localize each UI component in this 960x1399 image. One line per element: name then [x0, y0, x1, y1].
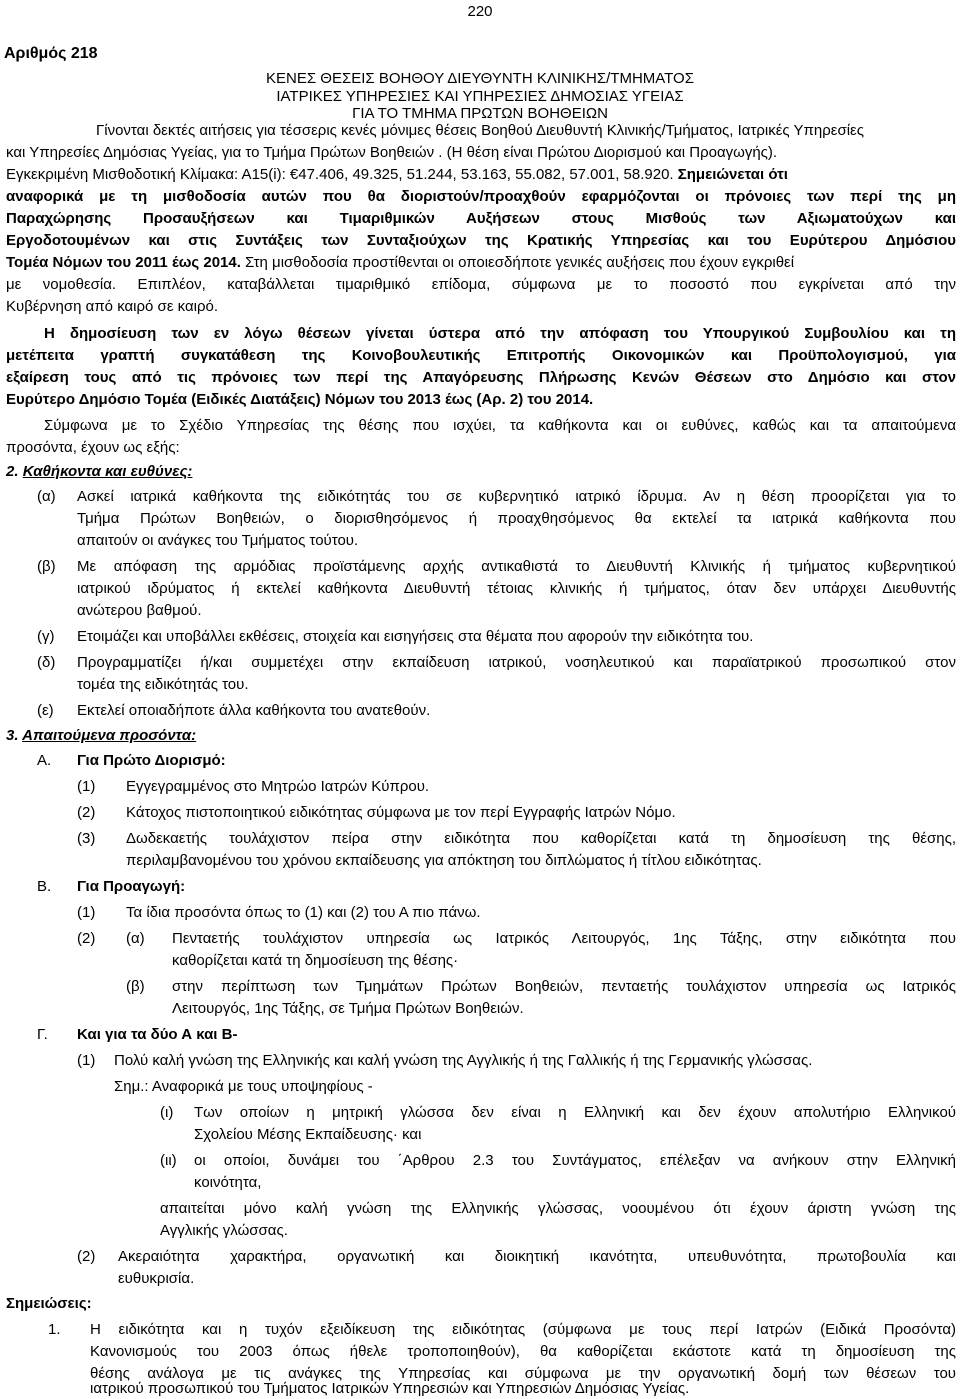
item-text: Των οποίων η μητρική γλώσσα δεν είναι η Ελληνική και δεν έχουν απολυτήριο Ελληνικού — [194, 1104, 956, 1121]
para1-line: Κυβέρνηση από καιρό σε καιρό. — [6, 298, 219, 315]
notice-title — [0, 70, 960, 123]
sub-marker: (ι) — [160, 1104, 174, 1121]
duty-marker: (α) — [37, 488, 56, 505]
item-text: Ακεραιότητα χαρακτήρα, οργανωτική και διοικητική ικανότητα, υπευθυνότητα, πρωτοβουλία και — [118, 1248, 956, 1265]
item-marker: (3) — [77, 830, 96, 847]
para1-line: Εγκεκριμένη Μισθοδοτική Κλίμακα: Α15(i): €47.406, 49.325, 51.244, 53.163, 55.082, 57.001, 58.920. Σημειώνεται ότι — [6, 166, 788, 183]
duty-text: Εκτελεί οποιαδήποτε άλλα καθήκοντα του ανατεθούν. — [77, 702, 431, 719]
duty-marker: (β) — [37, 558, 56, 575]
notice-number: Αριθμός 218 — [4, 45, 98, 62]
item-marker: (2) — [77, 930, 96, 947]
para3-line: προσόντα, έχουν ως εξής: — [6, 439, 180, 456]
item-text: Πενταετής τουλάχιστον υπηρεσία ως Ιατρικός Λειτουργός, 1ης Τάξης, στην ειδικότητα που — [172, 930, 956, 947]
note-marker: 1. — [48, 1321, 61, 1338]
duty-marker: (δ) — [37, 654, 56, 671]
title-line: ΚΕΝΕΣ ΘΕΣΕΙΣ ΒΟΗΘΟΥ ΔΙΕΥΘΥΝΤΗ ΚΛΙΝΙΚΗΣ/ΤΜΗΜΑΤΟΣ — [266, 70, 694, 87]
item-marker: (1) — [77, 1052, 96, 1069]
duty-marker: (ε) — [37, 702, 54, 719]
duty-marker: (γ) — [37, 628, 55, 645]
page-number: 220 — [467, 3, 493, 20]
para3-line: Σύμφωνα με το Σχέδιο Υπηρεσίας της θέσης που ισχύει, τα καθήκοντα και οι ευθύνες, καθώς και τα απαιτούμενα — [44, 417, 956, 434]
duty-text: Προγραμματίζει ή/και συμμετέχει στην εκπαίδευση ιατρικού, νοσηλευτικού και παραϊατρικού προσωπικού στον — [77, 654, 956, 671]
item-text: Εγγεγραμμένος στο Μητρώο Ιατρών Κύπρου. — [126, 778, 430, 795]
duty-text: απαιτούν οι ανάγκες του Τμήματος τούτου. — [77, 532, 359, 549]
title-line: ΙΑΤΡΙΚΕΣ ΥΠΗΡΕΣΙΕΣ ΚΑΙ ΥΠΗΡΕΣΙΕΣ ΔΗΜΟΣΙΑΣ ΥΓΕΙΑΣ — [276, 87, 684, 105]
qual-marker: Β. — [37, 878, 52, 895]
qual-marker: Α. — [37, 752, 52, 769]
item-marker: (2) — [77, 1248, 96, 1265]
item-text: Κάτοχος πιστοποιητικού ειδικότητας σύμφωνα με τον περί Εγγραφής Ιατρών Νόμο. — [126, 804, 676, 821]
para1-line: Εργοδοτουμένων και στις Συντάξεις των Συνταξιούχων της Κρατικής Υπηρεσίας και του Ευρύτερου Δημόσιου — [6, 232, 956, 249]
para1-line: αναφορικά με τη μισθοδοσία αυτών που θα διοριστούν/προαχθούν εφαρμόζονται οι πρόνοιες των περί της μη — [6, 188, 956, 205]
para2-line: εξαίρεση τους από τις πρόνοιες των περί της Απαγόρευσης Πλήρωσης Κενών Θέσεων στο Δημόσιο και στον — [6, 369, 956, 386]
item-text: απαιτείται μόνο καλή γνώση της Ελληνικής γλώσσας, νοουμένου ότι έχουν άριστη γνώση της — [160, 1200, 956, 1217]
notes-title: Σημειώσεις: — [6, 1295, 92, 1312]
sub-marker: (α) — [126, 930, 145, 947]
item-marker: (1) — [77, 778, 96, 795]
para2-line: μετέπειτα γραπτή συγκατάθεση της Κοινοβουλευτικής Επιτροπής Οικονομικών και Προϋπολογισμού, για — [6, 347, 956, 364]
duty-text: ιατρικού ιδρύματος ή εκτελεί καθήκοντα Διευθυντή τέτοιας κλινικής ή τμήματος, όταν δεν υπάρχει Διευθυντής — [77, 580, 956, 597]
title-line: ΓΙΑ ΤΟ ΤΜΗΜΑ ΠΡΩΤΩΝ ΒΟΗΘΕΙΩΝ — [352, 105, 608, 122]
item-text: περιλαμβανομένου του χρόνου εκπαίδευσης για απόκτηση του διπλώματος ή τίτλου ειδικότητας. — [126, 852, 762, 869]
note-text: Κανονισμούς του 2003 όπως ήθελε τροποποιηθούν), θα καθορίζεται εκάστοτε κατά τη δημοσίευση της — [90, 1343, 956, 1360]
para2-line: Ευρύτερο Δημόσιο Τομέα (Ειδικές Διατάξεις) Νόμων του 2013 έως (Αρ. 2) του 2014. — [6, 391, 594, 408]
para2-line: Η δημοσίευση των εν λόγω θέσεων γίνεται ύστερα από την απόφαση του Υπουργικού Συμβουλίου και τη — [44, 325, 956, 342]
note-text: Η ειδικότητα και η τυχόν εξειδίκευση της ειδικότητας (σύμφωνα με τους περί Ιατρών (Ειδικά Προσόντα) — [90, 1321, 956, 1338]
para1-line: και Υπηρεσίες Δημόσιας Υγείας, για το Τμήμα Πρώτων Βοηθειών . (Η θέση είναι Πρώτου Διορισμού και Προαγωγής). — [6, 144, 778, 161]
note-text: θέσης ανάλογα με τις ανάγκες της Υπηρεσίας και σύμφωνα με την οργανωτική δομή των θέσεων του — [90, 1365, 956, 1382]
duty-text: Τμήμα Πρώτων Βοηθειών, ο διορισθησόμενος ή προαχθησόμενος θα εκτελεί τα ιατρικά καθήκοντα που — [77, 510, 956, 527]
duty-text: Με απόφαση της αρμόδιας προϊστάμενης αρχής αντικαθιστά το Διευθυντή Κλινικής ή τμήματος κυβερνητικού — [77, 558, 956, 575]
item-text: Λειτουργός, 1ης Τάξης, σε Τμήμα Πρώτων Βοηθειών. — [172, 1000, 524, 1017]
para1-line: Παραχώρησης Προσαυξήσεων και Τιμαριθμικών Αυξήσεων στους Μισθούς των Αξιωματούχων και — [6, 210, 956, 227]
qual-a-title: Για Πρώτο Διορισμό: — [77, 752, 226, 769]
item-marker: (2) — [77, 804, 96, 821]
para1-line: με νομοθεσία. Επιπλέον, καταβάλλεται τιμαριθμικό επίδομα, σύμφωνα με το ποσοστό που εγκρίνεται από την — [6, 276, 956, 293]
qual-b-title: Για Προαγωγή: — [77, 878, 186, 895]
note-text: ιατρικού προσωπικού του Τμήματος Ιατρικών Υπηρεσιών και Υπηρεσιών Δημόσιας Υγείας. — [90, 1380, 690, 1397]
sub-marker: (β) — [126, 978, 145, 995]
para1-line: Γίνονται δεκτές αιτήσεις για τέσσερις κενές μόνιμες θέσεις Βοηθού Διευθυντή Κλινικής/Τμήματος, Ιατρικές Υπηρεσίες — [96, 122, 864, 139]
duty-text: Ασκεί ιατρικά καθήκοντα της ειδικότητάς του σε κυβερνητικό ιατρικό ίδρυμα. Αν η θέση προορίζεται για το — [77, 488, 956, 505]
item-text: καθορίζεται κατά τη δημοσίευση της θέσης· — [172, 952, 459, 969]
duty-text: τομέα της ειδικότητάς του. — [77, 676, 249, 693]
item-text: Αγγλικής γλώσσας. — [160, 1222, 288, 1239]
item-marker: (1) — [77, 904, 96, 921]
item-text: Πολύ καλή γνώση της Ελληνικής και καλή γνώση της Αγγλικής ή της Γαλλικής ή της Γερμανικής γλώσσας. — [114, 1052, 813, 1069]
para1-line: Τομέα Νόμων του 2011 έως 2014. Στη μισθοδοσία προστίθενται οι οποιεσδήποτε γενικές αυξήσεις που έχουν εγκριθεί — [6, 254, 795, 271]
language-note: Σημ.: Αναφορικά με τους υποψηφίους - — [114, 1078, 373, 1095]
item-text: ευθυκρισία. — [118, 1270, 195, 1287]
section-3-heading: 3. Απαιτούμενα προσόντα: — [6, 727, 197, 744]
item-text: Δωδεκαετής τουλάχιστον πείρα στην ειδικότητα που καθορίζεται κατά τη δημοσίευση της θέσης, — [126, 830, 956, 847]
item-text: κοινότητα, — [194, 1174, 262, 1191]
section-2-heading: 2. Καθήκοντα και ευθύνες: — [6, 463, 193, 480]
item-text: οι οποίοι, δυνάμει του ΄Αρθρου 2.3 του Συντάγματος, επέλεξαν να ανήκουν στην Ελληνική — [194, 1152, 956, 1169]
item-text: Σχολείου Μέσης Εκπαίδευσης· και — [194, 1126, 422, 1143]
qual-marker: Γ. — [37, 1026, 48, 1043]
item-text: Τα ίδια προσόντα όπως το (1) και (2) του Α πιο πάνω. — [126, 904, 481, 921]
duty-text: Ετοιμάζει και υποβάλλει εκθέσεις, στοιχεία και εισηγήσεις στα θέματα που αφορούν την ειδικότητα του. — [77, 628, 754, 645]
sub-marker: (ιι) — [160, 1152, 177, 1169]
duty-text: ανώτερου βαθμού. — [77, 602, 202, 619]
item-text: στην περίπτωση των Τμημάτων Πρώτων Βοηθειών, πενταετής τουλάχιστον υπηρεσία ως Ιατρικός — [172, 978, 956, 995]
qual-g-title: Και για τα δύο Α και Β- — [77, 1026, 238, 1043]
